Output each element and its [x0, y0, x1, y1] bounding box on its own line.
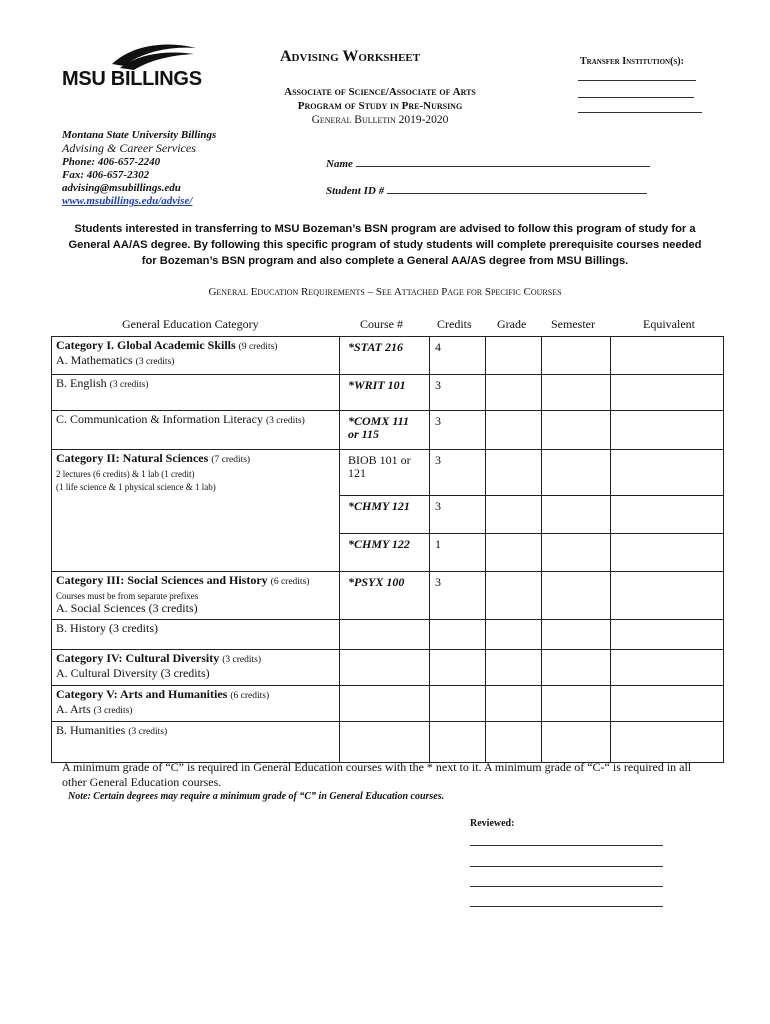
math-label: A. Mathematics	[56, 353, 133, 367]
student-id-label: Student ID #	[326, 185, 385, 197]
course-cell[interactable]	[340, 411, 430, 450]
semester-cell[interactable]	[542, 649, 611, 685]
table-row	[52, 450, 724, 496]
cultural-diversity-label: A. Cultural Diversity (3 credits)	[56, 665, 210, 680]
transfer-institution-label: Transfer Institution(s):	[580, 56, 684, 67]
equivalent-cell[interactable]	[611, 450, 724, 496]
grade-cell[interactable]	[486, 685, 542, 721]
email: advising@msubillings.edu	[62, 182, 181, 195]
equivalent-cell[interactable]	[611, 495, 724, 533]
table-row	[52, 533, 724, 571]
category-cell	[52, 495, 340, 533]
table-row	[52, 685, 724, 721]
category-1-title: Category I. Global Academic Skills	[56, 338, 236, 352]
category-cell	[52, 411, 340, 450]
semester-cell[interactable]	[542, 495, 611, 533]
header-category: General Education Category	[122, 317, 259, 331]
page-title: Advising Worksheet	[280, 48, 421, 65]
course-cell[interactable]: *STAT 216	[340, 337, 430, 375]
table-row	[52, 619, 724, 649]
header-semester: Semester	[551, 317, 595, 331]
semester-cell[interactable]	[542, 685, 611, 721]
student-id-line[interactable]	[387, 184, 647, 194]
semester-cell[interactable]	[542, 375, 611, 411]
category-cell	[52, 619, 340, 649]
name-field[interactable]	[326, 157, 650, 170]
credits-cell[interactable]: 3	[430, 495, 486, 533]
grade-cell[interactable]	[486, 450, 542, 496]
comm-course-1: *COMX 111	[348, 414, 410, 428]
transfer-line-2[interactable]	[578, 97, 694, 98]
student-id-field[interactable]	[326, 184, 647, 197]
msu-billings-logo	[62, 42, 222, 102]
category-3-credits: (6 credits)	[270, 576, 310, 587]
arts-credits: (3 credits)	[93, 705, 133, 716]
category-cell	[52, 375, 340, 411]
reviewed-label: Reviewed:	[470, 818, 515, 829]
category-3-note: Courses must be from separate prefixes	[56, 590, 199, 601]
course-cell[interactable]	[340, 721, 430, 762]
reviewed-line-4[interactable]	[470, 906, 663, 907]
category-cell	[52, 721, 340, 762]
header-grade: Grade	[497, 317, 527, 331]
grade-cell[interactable]	[486, 411, 542, 450]
semester-cell[interactable]	[542, 619, 611, 649]
services-name: Advising & Career Services	[62, 141, 196, 156]
course-cell[interactable]	[340, 649, 430, 685]
humanities-label: B. Humanities	[56, 722, 126, 737]
gen-ed-heading: General Education Requirements – See Attached Page for Specific Courses	[208, 286, 562, 298]
credits-cell[interactable]	[430, 721, 486, 762]
credits-cell[interactable]: 3	[430, 375, 486, 411]
category-2-line-2: (1 life science & 1 physical science & 1 lab)	[56, 482, 216, 492]
school-name: Montana State University Billings	[62, 129, 217, 141]
credits-cell[interactable]: 3	[430, 450, 486, 496]
equivalent-cell[interactable]	[611, 375, 724, 411]
website-link[interactable]: www.msubillings.edu/advise/	[62, 195, 193, 208]
degree-note: Note: Certain degrees may require a minimum grade of “C” in General Education courses.	[68, 791, 445, 802]
transfer-line-3[interactable]	[578, 112, 702, 113]
reviewed-line-3[interactable]	[470, 886, 663, 887]
grade-cell[interactable]	[486, 571, 542, 619]
contact-info	[62, 129, 216, 209]
category-5-title: Category V: Arts and Humanities	[56, 686, 228, 701]
course-cell[interactable]	[340, 450, 430, 496]
arts-label: A. Arts	[56, 701, 91, 716]
comm-credits: (3 credits)	[265, 416, 305, 426]
program-line-2: Program of Study in Pre-Nursing	[297, 100, 463, 112]
social-sciences-label: A. Social Sciences (3 credits)	[56, 600, 198, 615]
equivalent-cell[interactable]	[611, 337, 724, 375]
humanities-credits: (3 credits)	[128, 726, 168, 737]
course-cell[interactable]: *CHMY 122	[340, 533, 430, 571]
equivalent-cell[interactable]	[611, 533, 724, 571]
header-equivalent: Equivalent	[643, 317, 695, 331]
transfer-line-1[interactable]	[578, 80, 696, 81]
semester-cell[interactable]	[542, 411, 611, 450]
table-row	[52, 411, 724, 450]
semester-cell[interactable]	[542, 533, 611, 571]
course-cell[interactable]: *WRIT 101	[340, 375, 430, 411]
table-row	[52, 649, 724, 685]
header-credits: Credits	[437, 317, 472, 331]
credits-cell[interactable]: 3	[430, 571, 486, 619]
equivalent-cell[interactable]	[611, 649, 724, 685]
biob-course-2: 121	[348, 466, 366, 480]
table-row	[52, 571, 724, 619]
category-cell	[52, 685, 340, 721]
grade-note: A minimum grade of “C” is required in General Education courses with the * next to it. A minimum grade of “C-“ is required in all other General Education courses.	[62, 760, 692, 789]
semester-cell[interactable]	[542, 721, 611, 762]
category-2-title: Category II: Natural Sciences	[56, 451, 209, 465]
equivalent-cell[interactable]	[611, 619, 724, 649]
category-cell	[52, 337, 340, 375]
reviewed-line-1[interactable]	[470, 845, 663, 846]
course-cell[interactable]	[340, 685, 430, 721]
table-row	[52, 337, 724, 375]
semester-cell[interactable]	[542, 450, 611, 496]
credits-cell[interactable]: 4	[430, 337, 486, 375]
comm-label: C. Communication & Information Literacy	[56, 412, 263, 426]
category-4-credits: (3 credits)	[222, 654, 261, 665]
category-cell	[52, 450, 340, 496]
credits-cell[interactable]	[430, 649, 486, 685]
grade-cell[interactable]	[486, 495, 542, 533]
table-row	[52, 721, 724, 762]
course-cell[interactable]	[340, 619, 430, 649]
course-cell[interactable]: *PSYX 100	[340, 571, 430, 619]
header-course: Course #	[360, 317, 403, 331]
category-5-credits: (6 credits)	[230, 690, 270, 701]
category-2-credits: (7 credits)	[211, 455, 251, 465]
comm-course-2: or 115	[348, 427, 380, 441]
english-label: B. English	[56, 376, 107, 390]
equivalent-cell[interactable]	[611, 685, 724, 721]
category-1-credits: (9 credits)	[238, 342, 278, 352]
grade-cell[interactable]	[486, 649, 542, 685]
gen-ed-table	[51, 336, 724, 763]
semester-cell[interactable]	[542, 337, 611, 375]
logo-swoosh-icon	[110, 42, 200, 70]
category-cell	[52, 649, 340, 685]
course-cell[interactable]: *CHMY 121	[340, 495, 430, 533]
category-cell	[52, 571, 340, 619]
history-label: B. History (3 credits)	[56, 620, 158, 635]
credits-cell[interactable]	[430, 619, 486, 649]
category-2-line-1: 2 lectures (6 credits) & 1 lab (1 credit)	[56, 469, 195, 479]
name-line[interactable]	[356, 157, 650, 167]
logo-text: MSU BILLINGS	[62, 68, 202, 90]
math-credits: (3 credits)	[135, 357, 175, 367]
bulletin: General Bulletin 2019-2020	[311, 114, 449, 126]
category-cell	[52, 533, 340, 571]
phone: Phone: 406-657-2240	[62, 155, 161, 168]
grade-cell[interactable]	[486, 337, 542, 375]
program-line-1: Associate of Science/Associate of Arts	[284, 86, 476, 98]
reviewed-line-2[interactable]	[470, 866, 663, 867]
name-label: Name	[326, 158, 353, 170]
credits-cell[interactable]	[430, 685, 486, 721]
equivalent-cell[interactable]	[611, 571, 724, 619]
intro-paragraph: Students interested in transferring to MSU Bozeman’s BSN program are advised to follow this program of study for a General AA/AS degree. By following this specific program of study students will complete prerequisite courses needed for Bozeman’s BSN program and also complete a General AA/AS degree from MSU Billings.	[68, 223, 702, 267]
credits-cell[interactable]: 3	[430, 411, 486, 450]
credits-cell[interactable]: 1	[430, 533, 486, 571]
category-4-title: Category IV: Cultural Diversity	[56, 650, 220, 665]
semester-cell[interactable]	[542, 571, 611, 619]
biob-course-1: BIOB 101 or	[348, 453, 411, 467]
table-row	[52, 375, 724, 411]
equivalent-cell[interactable]	[611, 721, 724, 762]
grade-cell[interactable]	[486, 375, 542, 411]
grade-cell[interactable]	[486, 721, 542, 762]
table-row	[52, 495, 724, 533]
fax: Fax: 406-657-2302	[62, 168, 150, 181]
equivalent-cell[interactable]	[611, 411, 724, 450]
grade-cell[interactable]	[486, 619, 542, 649]
grade-cell[interactable]	[486, 533, 542, 571]
category-3-title: Category III: Social Sciences and History	[56, 572, 268, 587]
english-credits: (3 credits)	[109, 380, 149, 390]
